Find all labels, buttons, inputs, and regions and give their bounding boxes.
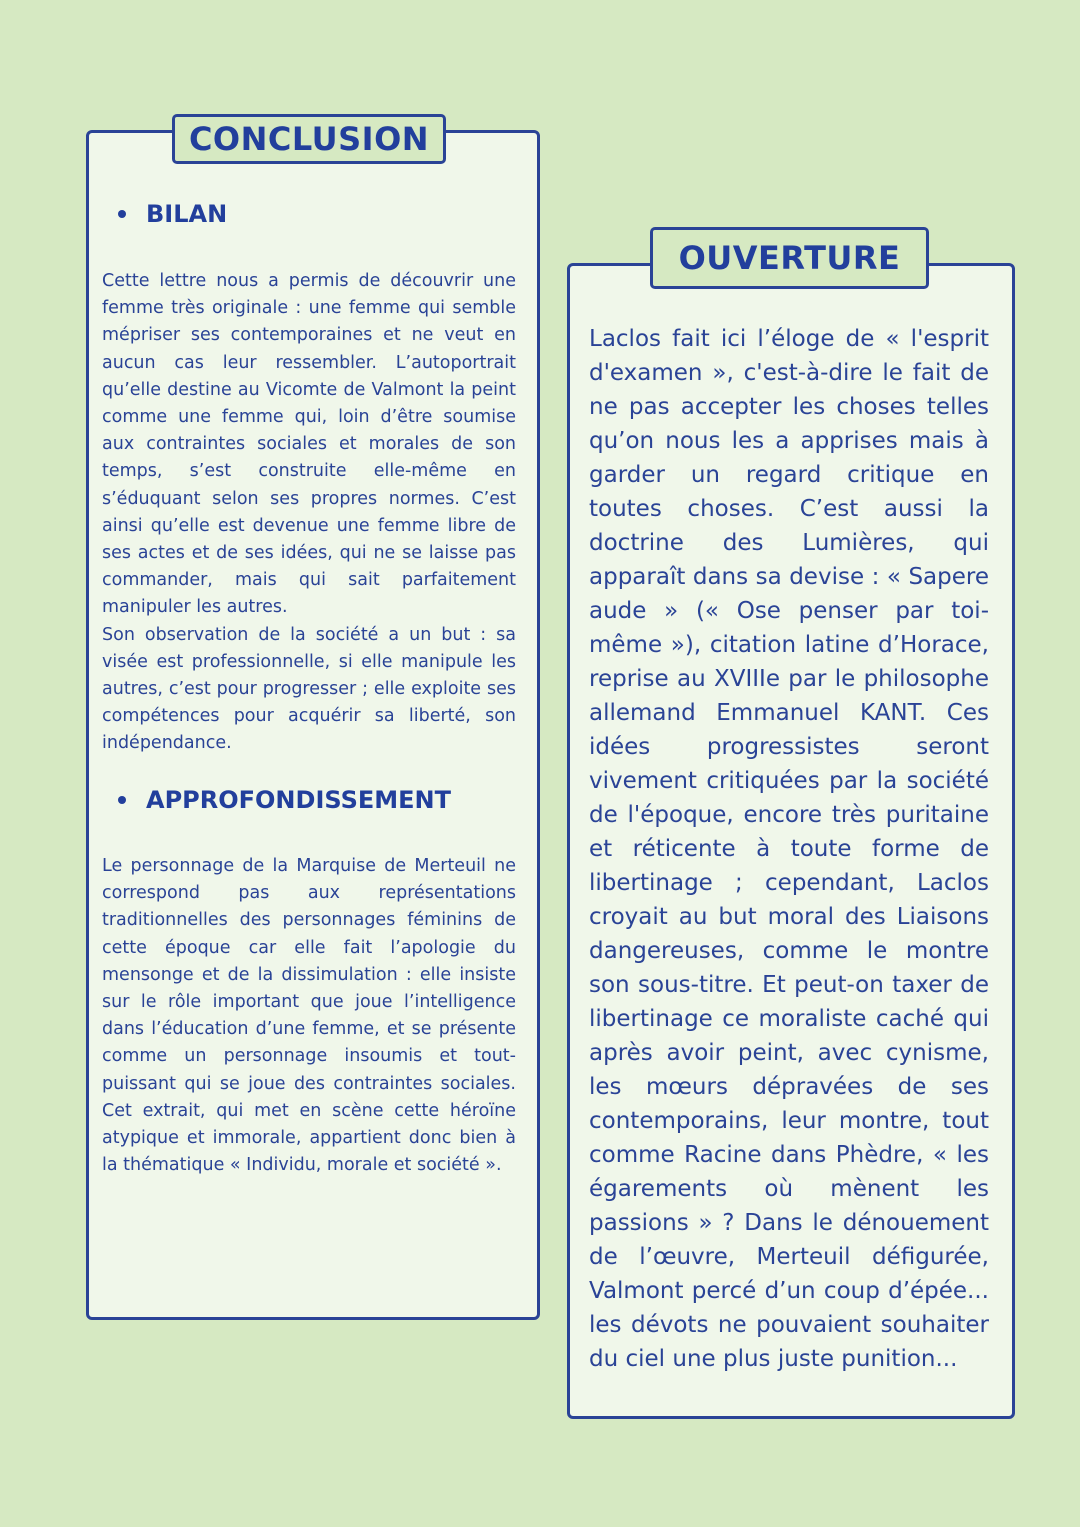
bullet-icon: [118, 796, 126, 804]
bilan-heading: [118, 200, 227, 228]
conclusion-title: CONCLUSION: [172, 114, 446, 164]
ouverture-title: OUVERTURE: [650, 227, 929, 289]
bilan-heading-label: BILAN: [146, 200, 228, 228]
bilan-text: [102, 268, 516, 758]
bilan-paragraph-1: Cette lettre nous a permis de découvrir une femme très originale : une femme qui semble mépriser ses contemporaines et ne veut en aucun cas leur ressembler. L’autoportrait qu’elle destine au Vicomte de Valmont la peint comme une femme qui, loin d’être soumise aux contraintes sociales et morales de son temps, s’est construite elle-même en s’éduquant selon ses propres normes. C’est ainsi qu’elle est devenue une femme libre de ses actes et de ses idées, qui ne se laisse pas commander, mais qui sait parfaitement manipuler les autres.: [102, 271, 516, 618]
approfondissement-heading-label: APPROFONDISSEMENT: [146, 786, 451, 814]
bilan-paragraph-2: Son observation de la société a un but : sa visée est professionnelle, si elle manipule les autres, c’est pour progresser ; elle exploite ses compétences pour acquérir sa liberté, son indépendance.: [102, 624, 516, 754]
approfondissement-text: [102, 853, 516, 1179]
ouverture-text: Laclos fait ici l’éloge de « l'esprit d'examen », c'est-à-dire le fait de ne pas accepter les choses telles qu’on nous les a apprises mais à garder un regard critique en toutes choses. C’est aussi la doctrine des Lumières, qui apparaît dans sa devise : « Sapere aude » (« Ose penser par toi-même »), citation latine d’Horace, reprise au XVIIIe par le philosophe allemand Emmanuel KANT. Ces idées progressistes seront vivement critiquées par la société de l'époque, encore très puritaine et réticente à toute forme de libertinage ; cependant, Laclos croyait au but moral des Liaisons dangereuses, comme le montre son sous-titre. Et peut-on taxer de libertinage ce moraliste caché qui après avoir peint, avec cynisme, les mœurs dépravées de ses contemporains, leur montre, tout comme Racine dans Phèdre, « les égarements où mènent les passions » ? Dans le dénouement de l’œuvre, Merteuil défigurée, Valmont percé d’un coup d’épée... les dévots ne pouvaient souhaiter du ciel une plus juste punition...: [589, 326, 989, 1372]
approfondissement-heading: [118, 786, 451, 814]
bullet-icon: [118, 210, 126, 218]
approfondissement-paragraph: Le personnage de la Marquise de Merteuil ne correspond pas aux représentations traditionnelles des personnages féminins de cette époque car elle fait l’apologie du mensonge et de la dissimulation : elle insiste sur le rôle important que joue l’intelligence dans l’éducation d’une femme, et se présente comme un personnage insoumis et tout-puissant qui se joue des contraintes sociales. Cet extrait, qui met en scène cette héroïne atypique et immorale, appartient donc bien à la thématique « Individu, morale et société ».: [102, 856, 516, 1176]
